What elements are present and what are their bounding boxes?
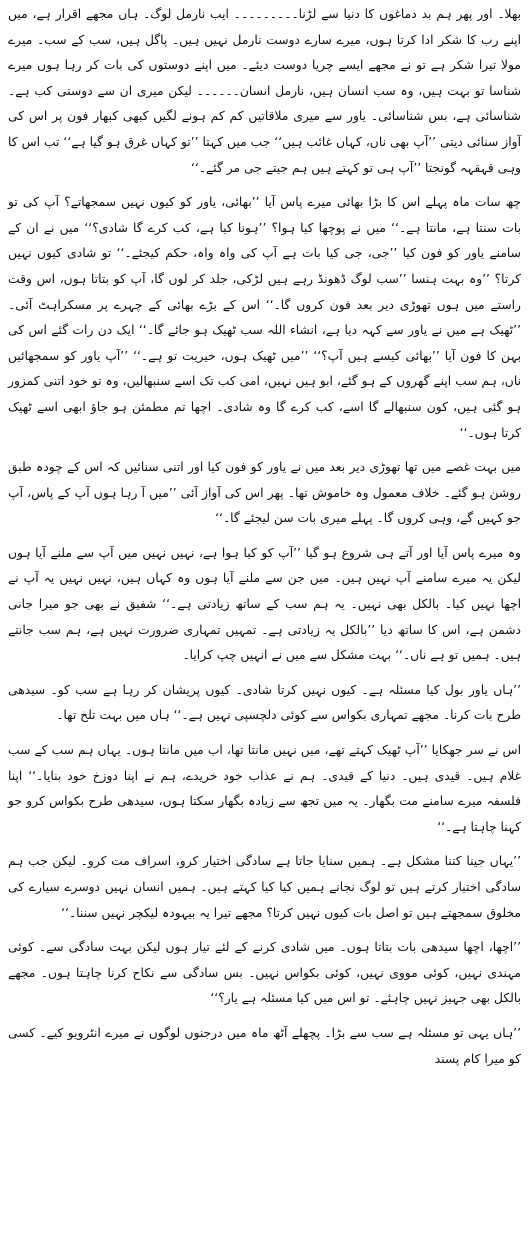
paragraph-4: وہ میرے پاس آیا اور آتے ہی شروع ہو گیا ’’آپ کو کیا ہوا ہے، نہیں نہیں میں آپ سے ملنے آیا ہوں لیکن یہ میرے سامنے آپ نہیں ہیں۔ میں جن سے ملنے آیا ہوں وہ کہاں ہیں، نہیں نہیں یہ آپ نے اچھا نہیں کیا۔ بالکل بھی نہیں۔ یہ ہم سب کے ساتھ زیادتی ہے۔‘‘ شفیق نے بھی جو میرا جانی دشمن ہے، اس کا ساتھ دیا ’’بالکل یہ زیادتی ہے۔ تمہیں تمہاری ضرورت نہیں ہے، ہم سب جانتے ہیں۔ ہمیں تو ہے ناں۔‘‘ بہت مشکل سے میں نے انہیں چپ کرایا۔ — [8, 545, 521, 663]
paragraph-6: اس نے سر جھکایا ’’آپ ٹھیک کہتے تھے، میں نہیں مانتا تھا، اب میں مانتا ہوں۔ یہاں ہم سب کے سب غلام ہیں۔ قیدی ہیں۔ دنیا کے قیدی۔ ہم نے عذاب خود خریدے، ہم نے اپنا دوزخ خود بنایا۔‘‘ اپنا فلسفہ میرے سامنے مت بگھار۔ یہ میں تجھ سے زیادہ بگھار سکتا ہوں، سیدھی طرح بکواس کرو جو کہنا چاہتا ہے۔‘‘ — [8, 743, 521, 834]
paragraph-2: چھ سات ماہ پہلے اس کا بڑا بھائی میرے پاس آیا ’’بھائی، یاور کو کیوں نہیں سمجھاتے؟ آپ کی تو بات سنتا ہے، مانتا ہے۔‘‘ میں نے پوچھا کیا ہوا؟ ’’ہونا کیا ہے، کب کرے گا شادی؟‘‘ میں نے ان کے سامنے یاور کو فون کیا ’’جی، جی کیا بات ہے آپ کی واہ واہ، حکم کیجئے۔‘‘ تو شادی کیوں نہیں کرتا؟ ’’وہ بہت ہنسا ’’سب لوگ ڈھونڈ رہے ہیں لڑکی، جلد کر لوں گا، آپ کو بتاتا ہوں، اس وقت راستے میں ہوں تھوڑی دیر بعد فون کروں گا۔‘‘ اس کے بڑے بھائی کے چہرے پر مسکراہٹ آئی۔ ’’ٹھیک ہے میں نے یاور سے کہہ دیا ہے، انشاء اللہ سب ٹھیک ہو جائے گا۔‘‘ ایک دن رات گئے اس کی بہن کا فون آیا ’’بھائی کیسے ہیں آپ؟‘‘ ’’میں ٹھیک ہوں، خیریت تو ہے۔‘‘ ’’آپ یاور کو سمجھائیں ناں، ہم سب اپنے گھروں کے ہو گئے، ابو ہیں نہیں، امی کب تک اسے سنبھالیں، وہ تو خود اتنی کمزور ہو گئی ہیں، کون سنبھالے گا اسے، کب کرے گا وہ شادی۔ اچھا تم مطمئن ہو جاؤ ابھی اسے ٹھیک کرتا ہوں۔‘‘ — [8, 195, 521, 440]
paragraph-8: ’’اچھا، اچھا سیدھی بات بتاتا ہوں۔ میں شادی کرنے کے لئے تیار ہوں لیکن بہت سادگی سے۔ کوئی مہندی نہیں، کوئی مووی نہیں، کوئی بکواس نہیں۔ بس سادگی سے نکاح کرنا چاہتا ہوں۔ مجھے بالکل بھی جہیز نہیں چاہئے۔ تو اس میں کیا مسئلہ ہے یار؟‘‘ — [8, 940, 521, 1006]
paragraph-5: ’’ہاں یاور بول کیا مسئلہ ہے۔ کیوں نہیں کرتا شادی۔ کیوں پریشان کر رہا ہے سب کو۔ سیدھی طرح بات کرنا۔ مجھے تمہاری بکواس سے کوئی دلچسپی نہیں ہے۔‘‘ ہاں میں بہت تلخ تھا۔ — [8, 682, 521, 723]
paragraph-3: میں بہت غصے میں تھا تھوڑی دیر بعد میں نے یاور کو فون کیا اور اتنی سنائیں کہ اس کے چودہ طبق روشن ہو گئے۔ خلاف معمول وہ خاموش تھا۔ پھر اس کی آواز آئی ’’میں آ رہا ہوں آپ کے پاس، آپ جو کہیں گے، وہی کروں گا۔ پہلے میری بات سن لیجئے گا۔‘‘ — [8, 460, 521, 526]
paragraph-7: ’’یہاں جینا کتنا مشکل ہے۔ ہمیں سنایا جاتا ہے سادگی اختیار کرو، اسراف مت کرو۔ لیکن جب ہم سادگی اختیار کرتے ہیں تو لوگ نجانے ہمیں کیا کیا کہتے ہیں۔ ہمیں انسان نہیں دوسرے سیارے کی مخلوق سمجھتے ہیں تو اصل بات کیوں نہیں کرتا؟ مجھے تیرا یہ بیہودہ لیکچر نہیں سننا۔‘‘ — [8, 854, 521, 920]
paragraph-1: بھلا۔ اور پھر ہم بد دماغوں کا دنیا سے لڑنا۔۔۔۔۔۔۔۔۔ ایب نارمل لوگ۔ ہاں مجھے اقرار ہے، میں اپنے رب کا شکر ادا کرتا ہوں، میرے سارے دوست نارمل نہیں ہیں۔ پاگل ہیں، سب کے سب۔ میرے مولا تیرا شکر ہے تو نے مجھے ایسے چریا دوست دیئے۔ میں اپنے دوستوں کی بات کر رہا ہوں میرے شناسا تو بہت ہیں، وہ سب انسان ہیں، نارمل انسان۔۔۔۔۔۔ لیکن میری ان سے دوستی کب ہے۔ شناسائی ہے، بس شناسائی۔ یاور سے میری ملاقاتیں کم کم ہونے لگیں کبھی کبھار فون پر اس کی آواز سنائی دیتی ’’آپ بھی ناں، کہاں غائب ہیں‘‘ جب میں کہتا ’’تو کہاں غرق ہو گیا ہے‘‘ تب اس کا وہی قہقہہ گونجتا ’’آپ ہی تو کہتے ہیں ہم جیتے جی مر گئے۔‘‘ — [8, 7, 521, 175]
paragraph-9: ’’ہاں یہی تو مسئلہ ہے سب سے بڑا۔ پچھلے آٹھ ماہ میں درجنوں لوگوں نے میرے انٹرویو کیے۔ کسی کو میرا کام پسند — [8, 1025, 521, 1066]
